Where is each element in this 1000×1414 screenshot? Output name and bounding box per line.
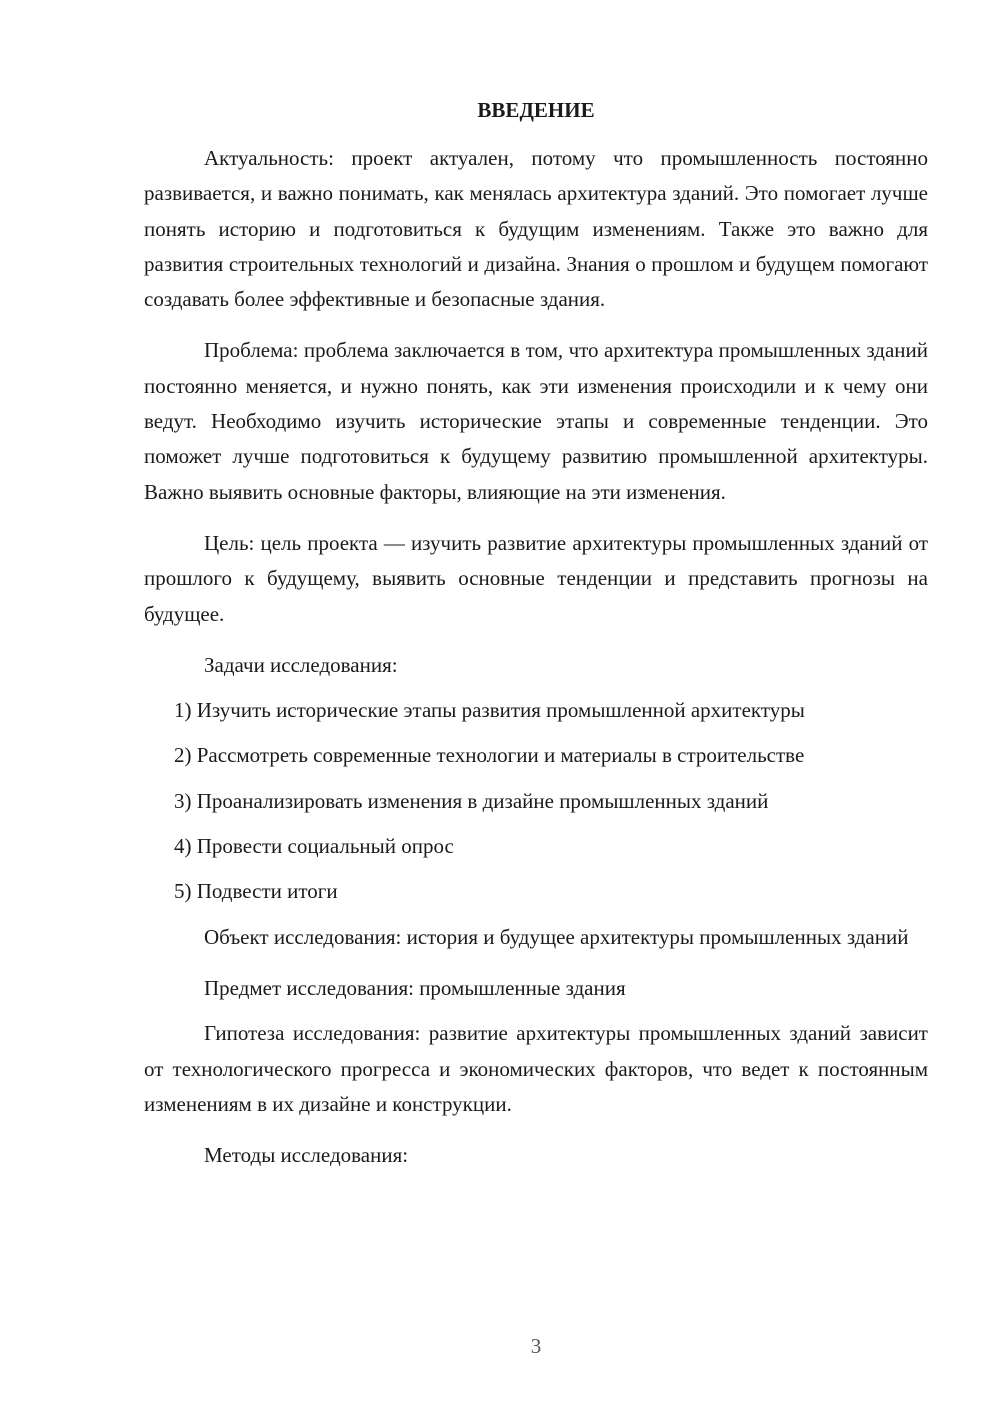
tasks-heading: Задачи исследования: [204,652,398,677]
paragraph-relevance: Актуальность: проект актуален, потому что промышленность постоянно развивается, и важно понимать, как менялась архитектура зданий. Это помогает лучше понять историю и подготовиться к будущим изменениям. Также это важно для развития строительных технологий и дизайна. Знания о прошлом и будущем помогают создавать более эффективные и безопасные здания. [144,146,928,312]
paragraph-hypothesis: Гипотеза исследования: развитие архитектуры промышленных зданий зависит от технологического прогресса и экономических факторов, что ведет к постоянным изменениям в их дизайне и конструкции. [144,1021,928,1116]
page-content [144,95,928,1183]
paragraph-object: Объект исследования: история и будущее архитектуры промышленных зданий [204,924,909,949]
page-number: 3 [530,1334,542,1358]
list-item: 2) Рассмотреть современные технологии и материалы в строительстве [174,743,805,768]
list-item: 3) Проанализировать изменения в дизайне промышленных зданий [174,788,769,813]
list-item: 4) Провести социальный опрос [174,834,454,859]
section-title: ВВЕДЕНИЕ [477,98,595,122]
tasks-list [144,693,928,909]
list-item: 5) Подвести итоги [174,879,338,904]
methods-heading: Методы исследования: [204,1143,409,1168]
paragraph-subject: Предмет исследования: промышленные здания [204,975,626,1000]
paragraph-goal: Цель: цель проекта — изучить развитие архитектуры промышленных зданий от прошлого к будущему, выявить основные тенденции и представить прогнозы на будущее. [144,530,928,626]
paragraph-problem: Проблема: проблема заключается в том, что архитектура промышленных зданий постоянно меняется, и нужно понять, как эти изменения происходили и к чему они ведут. Необходимо изучить исторические этапы и современные тенденции. Это поможет лучше подготовиться к будущему развитию промышленной архитектуры. Важно выявить основные факторы, влияющие на эти изменения. [144,338,928,504]
list-item: 1) Изучить исторические этапы развития промышленной архитектуры [174,698,805,723]
